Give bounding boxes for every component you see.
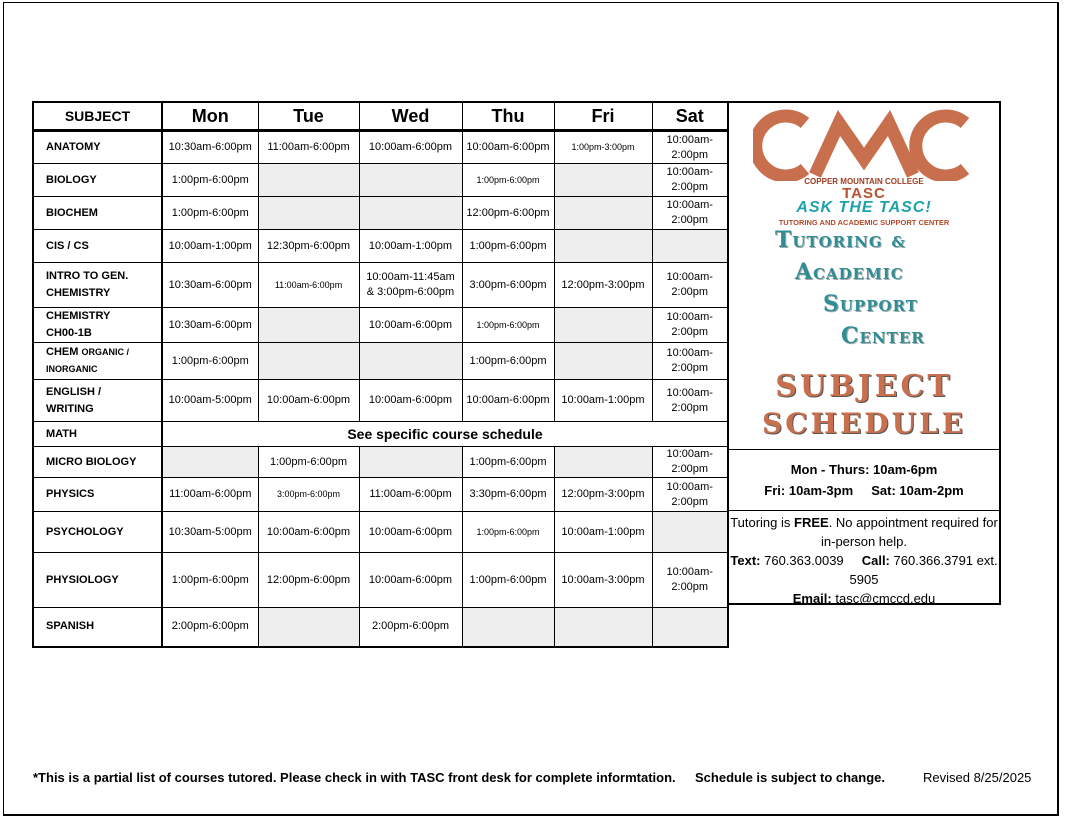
header-subject: SUBJECT <box>33 102 162 131</box>
subject-cell: PHYSIOLOGY <box>33 553 162 608</box>
time-cell: 11:00am-6:00pm <box>258 263 359 308</box>
hours-weekend <box>729 483 999 498</box>
time-cell: 11:00am-6:00pm <box>258 131 359 164</box>
subject-line: CH00-1B <box>46 327 92 339</box>
ask-the-tasc: ASK THE TASC! <box>796 199 932 216</box>
time-cell: 10:00am-2:00pm <box>652 197 728 230</box>
time-cell: 2:00pm-6:00pm <box>162 608 258 647</box>
table-row <box>33 343 728 380</box>
time-cell: 1:00pm-3:00pm <box>554 131 652 164</box>
time-cell: 10:00am-2:00pm <box>652 263 728 308</box>
time-cell: 1:00pm-6:00pm <box>258 447 359 478</box>
header-day: Mon <box>162 102 258 131</box>
tutoring-word: Tutoring <box>775 227 883 253</box>
subject-line: CHEMISTRY <box>46 287 111 299</box>
empty-cell <box>359 197 462 230</box>
subject-cell: SPANISH <box>33 608 162 647</box>
time-cell: 1:00pm-6:00pm <box>162 343 258 380</box>
table-row <box>33 553 728 608</box>
contact-info <box>729 511 999 608</box>
time-cell: 1:00pm-6:00pm <box>462 512 554 553</box>
time-cell: 10:00am-6:00pm <box>359 131 462 164</box>
time-cell: 1:00pm-6:00pm <box>462 447 554 478</box>
empty-cell <box>258 608 359 647</box>
subject-line-small: INORGANIC <box>46 364 98 374</box>
time-cell: 10:00am-3:00pm <box>554 553 652 608</box>
table-row <box>33 197 728 230</box>
time-cell: 12:00pm-6:00pm <box>258 553 359 608</box>
email-line <box>729 589 999 608</box>
hours-friday: Fri: 10am-3pm <box>764 483 854 498</box>
time-cell: 2:00pm-6:00pm <box>359 608 462 647</box>
time-cell: 10:00am-1:00pm <box>359 230 462 263</box>
subject-line: CHEM <box>46 346 79 358</box>
schedule-table <box>32 101 729 648</box>
email-label: Email: <box>792 591 832 606</box>
footer-revised: Revised 8/25/2025 <box>923 770 1032 785</box>
table-row <box>33 164 728 197</box>
table-row <box>33 308 728 343</box>
table-row <box>33 131 728 164</box>
time-cell: 10:00am-1:00pm <box>554 512 652 553</box>
time-line: & 3:00pm-6:00pm <box>366 286 455 298</box>
empty-cell <box>258 197 359 230</box>
college-name: COPPER MOUNTAIN COLLEGE <box>804 177 924 186</box>
empty-cell <box>359 343 462 380</box>
empty-cell <box>554 164 652 197</box>
subject-cell: CIS / CS <box>33 230 162 263</box>
footer-partial-note: *This is a partial list of courses tutored. Please check in with TASC front desk for complete informtation. <box>33 770 676 785</box>
empty-cell <box>652 512 728 553</box>
time-cell: 10:00am-2:00pm <box>652 308 728 343</box>
cmc-mountain-logo-icon <box>753 109 975 181</box>
empty-cell <box>554 230 652 263</box>
empty-cell <box>554 197 652 230</box>
time-cell: 1:00pm-6:00pm <box>462 230 554 263</box>
time-cell: 3:00pm-6:00pm <box>462 263 554 308</box>
time-cell: 10:00am-6:00pm <box>462 131 554 164</box>
subject-line: CHEMISTRY <box>46 310 111 322</box>
subject-cell <box>33 308 162 343</box>
time-cell: 10:30am-6:00pm <box>162 131 258 164</box>
time-cell: 10:00am-2:00pm <box>652 164 728 197</box>
empty-cell <box>258 343 359 380</box>
time-cell: 12:00pm-6:00pm <box>462 197 554 230</box>
subject-cell: MATH <box>33 422 162 447</box>
free-post: . No appointment required for in-person help. <box>821 515 998 549</box>
ampersand: & <box>891 233 906 251</box>
header-day: Fri <box>554 102 652 131</box>
subject-line-small: ORGANIC / <box>81 347 129 357</box>
schedule-heading: SCHEDULE <box>761 407 967 440</box>
hours-weekday: Mon - Thurs: 10am-6pm <box>790 462 938 477</box>
time-cell: 11:00am-6:00pm <box>162 478 258 512</box>
table-row <box>33 447 728 478</box>
info-panel <box>727 101 1001 605</box>
subject-cell <box>33 343 162 380</box>
empty-cell <box>652 230 728 263</box>
time-cell: 10:00am-2:00pm <box>652 131 728 164</box>
tasc-full-name: TUTORING AND ACADEMIC SUPPORT CENTER <box>778 218 950 227</box>
subject-line: ENGLISH / <box>46 385 102 398</box>
empty-cell <box>554 308 652 343</box>
time-cell: 1:00pm-6:00pm <box>462 343 554 380</box>
time-cell: 10:00am-1:00pm <box>554 380 652 422</box>
time-cell: 10:30am-5:00pm <box>162 512 258 553</box>
table-row <box>33 380 728 422</box>
time-cell: 12:00pm-3:00pm <box>554 263 652 308</box>
phone-line <box>729 551 999 570</box>
subject-cell: BIOCHEM <box>33 197 162 230</box>
footer-subject-change: Schedule is subject to change. <box>695 770 885 785</box>
free-note <box>729 513 999 551</box>
empty-cell <box>652 608 728 647</box>
time-cell: 10:00am-6:00pm <box>462 380 554 422</box>
empty-cell <box>462 608 554 647</box>
time-cell: 12:30pm-6:00pm <box>258 230 359 263</box>
free-bold: FREE <box>794 515 829 530</box>
call-label: Call: <box>861 553 890 568</box>
table-row <box>33 422 728 447</box>
empty-cell <box>258 308 359 343</box>
academic-heading: Academic <box>795 259 904 285</box>
subject-cell: PHYSICS <box>33 478 162 512</box>
header-row <box>33 102 728 131</box>
time-cell: 10:00am-6:00pm <box>359 308 462 343</box>
time-cell: 10:00am-6:00pm <box>359 553 462 608</box>
time-cell: 10:00am-2:00pm <box>652 478 728 512</box>
time-cell: 3:30pm-6:00pm <box>462 478 554 512</box>
center-heading: Center <box>841 323 925 349</box>
free-pre: Tutoring is <box>730 515 795 530</box>
time-cell: 3:00pm-6:00pm <box>258 478 359 512</box>
empty-cell <box>554 447 652 478</box>
empty-cell <box>554 343 652 380</box>
table-row <box>33 512 728 553</box>
time-cell: 12:00pm-3:00pm <box>554 478 652 512</box>
empty-cell <box>554 608 652 647</box>
time-cell: 1:00pm-6:00pm <box>462 164 554 197</box>
time-cell: 1:00pm-6:00pm <box>462 553 554 608</box>
support-heading: Support <box>823 291 918 317</box>
time-cell: 10:00am-6:00pm <box>258 512 359 553</box>
time-cell: 1:00pm-6:00pm <box>462 308 554 343</box>
header-day: Thu <box>462 102 554 131</box>
table-row <box>33 230 728 263</box>
empty-cell <box>359 447 462 478</box>
subject-cell: PSYCHOLOGY <box>33 512 162 553</box>
table-row <box>33 263 728 308</box>
table-row <box>33 608 728 647</box>
tutoring-heading <box>775 227 906 253</box>
subject-line: WRITING <box>46 402 94 415</box>
email-address: tasc@cmccd.edu <box>835 591 936 606</box>
subject-cell: ANATOMY <box>33 131 162 164</box>
header-day: Tue <box>258 102 359 131</box>
empty-cell <box>359 164 462 197</box>
subject-cell <box>33 380 162 422</box>
subject-cell: MICRO BIOLOGY <box>33 447 162 478</box>
text-label: Text: <box>730 553 761 568</box>
time-cell: 10:00am-6:00pm <box>359 380 462 422</box>
time-cell: 10:00am-2:00pm <box>652 447 728 478</box>
time-cell: 1:00pm-6:00pm <box>162 197 258 230</box>
time-cell: 10:00am-6:00pm <box>359 512 462 553</box>
call-number: 760.366.3791 ext. <box>893 553 998 568</box>
subject-heading: SUBJECT <box>775 369 953 404</box>
time-cell: 10:00am-2:00pm <box>652 343 728 380</box>
hours-saturday: Sat: 10am-2pm <box>871 483 964 498</box>
time-cell: 11:00am-6:00pm <box>359 478 462 512</box>
time-cell: 10:00am-1:00pm <box>162 230 258 263</box>
subject-line: INTRO TO GEN. <box>46 270 129 282</box>
table-row <box>33 478 728 512</box>
time-cell: 10:00am-5:00pm <box>162 380 258 422</box>
time-line: 10:00am-11:45am <box>366 271 455 283</box>
header-day: Wed <box>359 102 462 131</box>
time-cell: 10:30am-6:00pm <box>162 263 258 308</box>
time-cell: 10:30am-6:00pm <box>162 308 258 343</box>
time-cell: 1:00pm-6:00pm <box>162 164 258 197</box>
empty-cell <box>162 447 258 478</box>
logo-area <box>729 103 999 450</box>
time-cell: 10:00am-6:00pm <box>258 380 359 422</box>
hours-box <box>729 450 999 511</box>
time-cell: 1:00pm-6:00pm <box>162 553 258 608</box>
math-note: See specific course schedule <box>162 422 728 447</box>
time-cell <box>359 263 462 308</box>
text-number: 760.363.0039 <box>764 553 844 568</box>
time-cell: 10:00am-2:00pm <box>652 553 728 608</box>
header-day: Sat <box>652 102 728 131</box>
tasc-title: TASC <box>842 185 886 202</box>
time-cell: 10:00am-2:00pm <box>652 380 728 422</box>
empty-cell <box>258 164 359 197</box>
subject-cell: BIOLOGY <box>33 164 162 197</box>
subject-cell <box>33 263 162 308</box>
phone-ext: 5905 <box>849 572 879 587</box>
